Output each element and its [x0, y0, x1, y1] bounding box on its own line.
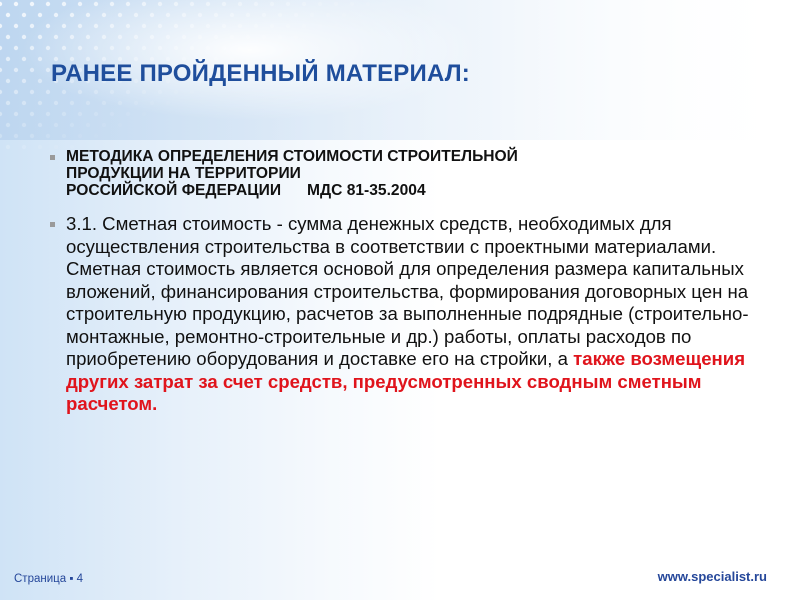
bullet-item-methodology [48, 148, 768, 199]
decor-dot [94, 112, 98, 116]
decor-dot [70, 123, 74, 127]
methodology-line-3: РОССИЙСКОЙ ФЕДЕРАЦИИ МДС 81-35.2004 [66, 182, 426, 199]
website-link: www.specialist.ru [657, 569, 767, 584]
page-number: Страница ▪ 4 [14, 573, 83, 585]
decor-dot [14, 134, 18, 138]
decor-dot [6, 145, 10, 149]
definition-highlight: также возмещения других затрат за счет средств, предусмотренных сводным сметным расчетом. [66, 348, 746, 414]
decor-dot [94, 134, 98, 138]
decor-dot [22, 123, 26, 127]
decor-dot [46, 2, 50, 6]
decor-dot [70, 101, 74, 105]
decor-dot [14, 2, 18, 6]
decor-dot [38, 123, 42, 127]
decor-dot [6, 57, 10, 61]
decor-dot [62, 134, 66, 138]
decor-dot [38, 145, 42, 149]
decor-dot [102, 123, 106, 127]
decor-dot [14, 90, 18, 94]
slide-content [48, 148, 768, 416]
decor-dot [62, 2, 66, 6]
definition-text: 3.1. Сметная стоимость - сумма денежных средств, необходимых для осуществления строительства в соответствии с проектными материалами. Сметная стоимость является основой для определения размера капитальных вложений, финансирования строительства, формирования договорных цен на строительную продукцию, расчетов за выполненные подрядные (строительно-монтажные, ремонтно-строительные и др.) работы, оплаты расходов по приобретению оборудования и доставке его на стройки, а [66, 213, 749, 369]
decor-dot [6, 79, 10, 83]
decor-dot [46, 90, 50, 94]
decor-dot [22, 145, 26, 149]
slide-title: РАНЕЕ ПРОЙДЕННЫЙ МАТЕРИАЛ: [51, 60, 471, 87]
methodology-line-2: ПРОДУКЦИИ НА ТЕРРИТОРИИ [66, 165, 301, 182]
decor-dot [126, 112, 130, 116]
decor-dot [54, 101, 58, 105]
decor-dot [6, 101, 10, 105]
decor-dot [30, 2, 34, 6]
decor-dot [46, 112, 50, 116]
bullet-square-icon [50, 155, 55, 160]
bullet-square-icon [50, 222, 55, 227]
decor-dot [110, 112, 114, 116]
decor-dot [22, 13, 26, 17]
decor-dot [30, 90, 34, 94]
methodology-line-1: МЕТОДИКА ОПРЕДЕЛЕНИЯ СТОИМОСТИ СТРОИТЕЛЬНОЙ [66, 148, 518, 165]
decor-dot [78, 134, 82, 138]
decor-dot [86, 101, 90, 105]
decor-dot [38, 13, 42, 17]
decor-dot [14, 24, 18, 28]
decor-dot [86, 123, 90, 127]
decor-dot [118, 123, 122, 127]
decor-dot [6, 123, 10, 127]
decor-dot [54, 123, 58, 127]
bullet-item-definition [48, 213, 768, 416]
decor-dot [6, 13, 10, 17]
decor-dot [38, 101, 42, 105]
decor-dot [30, 134, 34, 138]
decor-dot [6, 35, 10, 39]
decor-dot [30, 112, 34, 116]
decor-dot [14, 46, 18, 50]
decor-dot [62, 112, 66, 116]
decor-dot [22, 79, 26, 83]
decor-dot [14, 112, 18, 116]
decor-dot [22, 101, 26, 105]
decor-dot [14, 68, 18, 72]
decor-dot [46, 134, 50, 138]
decor-dot [78, 112, 82, 116]
decor-dot [142, 112, 146, 116]
